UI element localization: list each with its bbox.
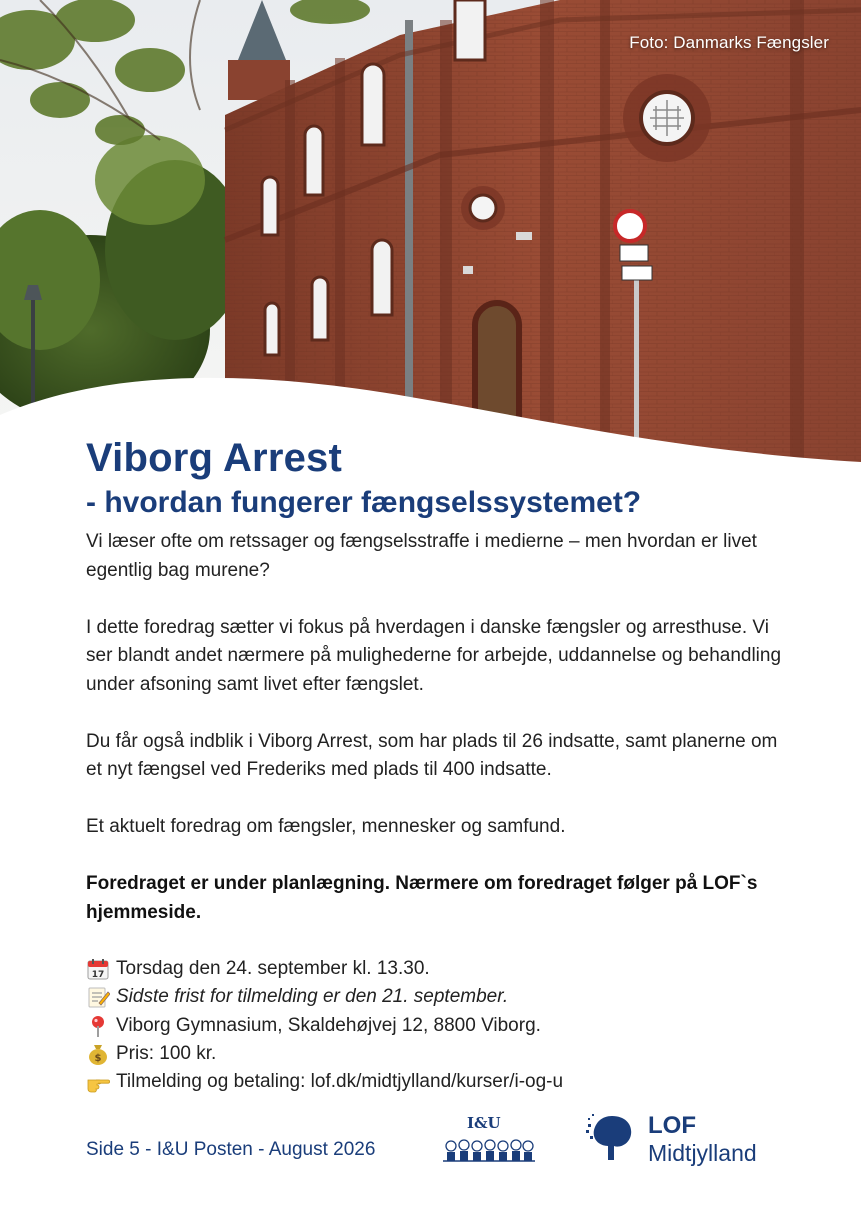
summary-paragraph: Et aktuelt foredrag om fængsler, mennesker og samfund. — [86, 816, 566, 837]
detail-location — [86, 1012, 563, 1040]
signup-text: Tilmelding og betaling: lof.dk/midtjylland/kurser/i-og-u — [116, 1071, 564, 1093]
date-text: Torsdag den 24. september kl. 13.30. — [116, 958, 430, 979]
detail-deadline — [86, 983, 563, 1011]
detail-signup — [86, 1068, 563, 1096]
article-body — [86, 528, 786, 956]
page-footer-label: Side 5 - I&U Posten - August 2026 — [86, 1139, 376, 1160]
lof-logo — [586, 1112, 786, 1168]
lof-logo-region: Midtjylland — [648, 1140, 757, 1166]
detail-date — [86, 955, 563, 983]
lof-tree-icon — [586, 1112, 638, 1164]
planning-notice: Foredraget er under planlægning. Nærmere om foredraget følger på LOF`s hjemmeside. — [86, 873, 758, 923]
deadline-text: Sidste frist for tilmelding er den 21. september. — [116, 986, 509, 1008]
article-title: Viborg Arrest — [86, 436, 342, 480]
memo-icon — [86, 985, 110, 1009]
hero-photo — [0, 0, 861, 470]
calendar-icon — [86, 957, 110, 981]
lof-logo-word: LOF — [648, 1112, 696, 1139]
money-bag-icon — [86, 1042, 110, 1066]
photo-credit: Foto: Danmarks Fængsler — [629, 33, 829, 52]
iu-logo — [441, 1114, 537, 1166]
intro-paragraph: Vi læser ofte om retssager og fængselsstraffe i medierne – men hvordan er livet egentlig bag murene? — [86, 531, 757, 581]
prison-building-illustration — [0, 0, 861, 470]
iu-logo-figures — [441, 1114, 537, 1166]
price-text: Pris: 100 kr. — [116, 1042, 217, 1064]
pointing-hand-icon — [86, 1070, 110, 1094]
location-text: Viborg Gymnasium, Skaldehøjvej 12, 8800 Viborg. — [116, 1014, 541, 1036]
insight-paragraph: Du får også indblik i Viborg Arrest, som har plads til 26 indsatte, samt planerne om et nyt fængsel ved Frederiks med plads til 400 indsatte. — [86, 730, 778, 780]
event-details — [86, 955, 563, 1096]
iu-logo-text: I&U — [467, 1114, 501, 1132]
focus-paragraph: I dette foredrag sætter vi fokus på hverdagen i danske fængsler og arresthuse. Vi ser blandt andet nærmere på mulighederne for arbejde, uddannelse og behandling under afsoning samt livet efter fængslet. — [86, 616, 782, 695]
article-subtitle: - hvordan fungerer fængselssystemet? — [86, 486, 642, 519]
svg-text:$: $ — [94, 1053, 102, 1065]
pin-icon — [86, 1014, 110, 1038]
detail-price — [86, 1040, 563, 1068]
svg-text:17: 17 — [91, 970, 105, 981]
